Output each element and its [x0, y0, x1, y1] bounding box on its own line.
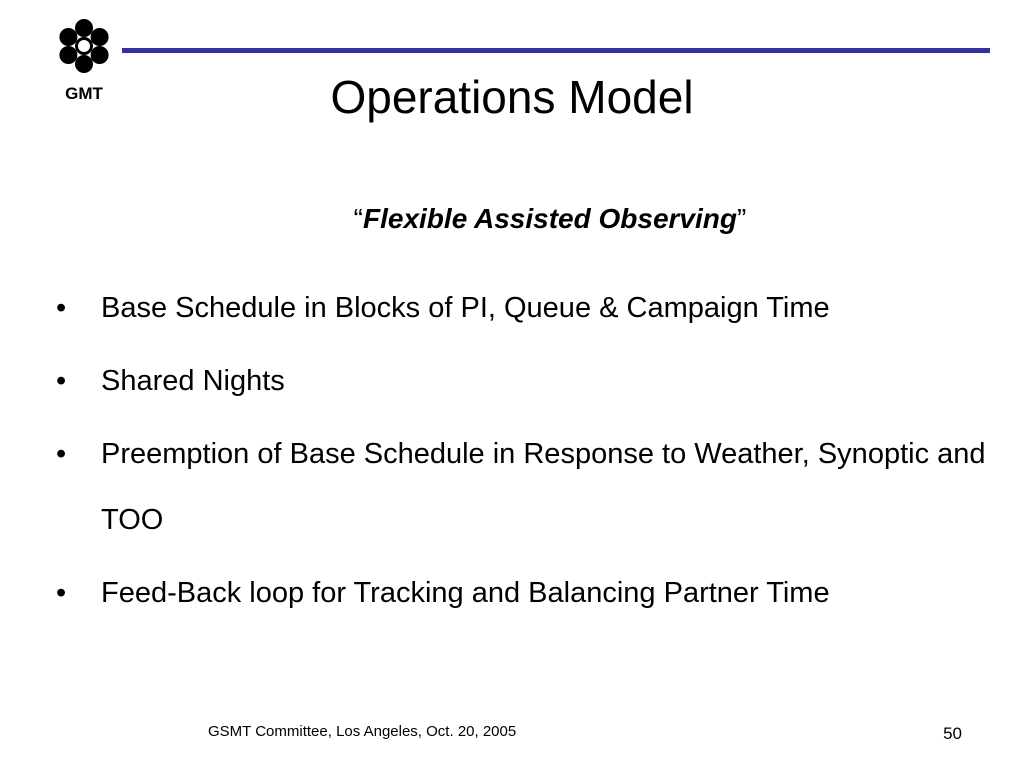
title-rule — [122, 48, 990, 53]
open-quote: “ — [353, 203, 363, 234]
bullet-marker: • — [56, 365, 67, 397]
bullet-marker: • — [56, 577, 67, 609]
bullet-text: Base Schedule in Blocks of PI, Queue & Campaign Time — [101, 292, 830, 324]
bullet-marker: • — [56, 292, 67, 324]
bullet-item — [56, 421, 996, 553]
page-number: 50 — [943, 724, 962, 743]
bullet-text: Shared Nights — [101, 365, 285, 397]
bullet-item — [56, 275, 996, 341]
slide-subtitle — [0, 203, 1024, 235]
close-quote: ” — [736, 203, 747, 234]
subtitle-phrase: Flexible Assisted Observing — [363, 203, 737, 234]
bullet-marker: • — [56, 438, 67, 470]
slide-title-text: Operations Model — [330, 71, 694, 123]
bullet-item — [56, 560, 996, 626]
slide-title — [0, 70, 1024, 124]
bullet-item — [56, 348, 996, 414]
footer-text: GSMT Committee, Los Angeles, Oct. 20, 2005 — [208, 723, 517, 740]
bullet-text: Preemption of Base Schedule in Response to Weather, Synoptic and TOO — [101, 438, 986, 536]
bullet-list — [56, 275, 996, 633]
bullet-text: Feed-Back loop for Tracking and Balancing Partner Time — [101, 577, 830, 609]
logo-text: GMT — [65, 84, 103, 103]
